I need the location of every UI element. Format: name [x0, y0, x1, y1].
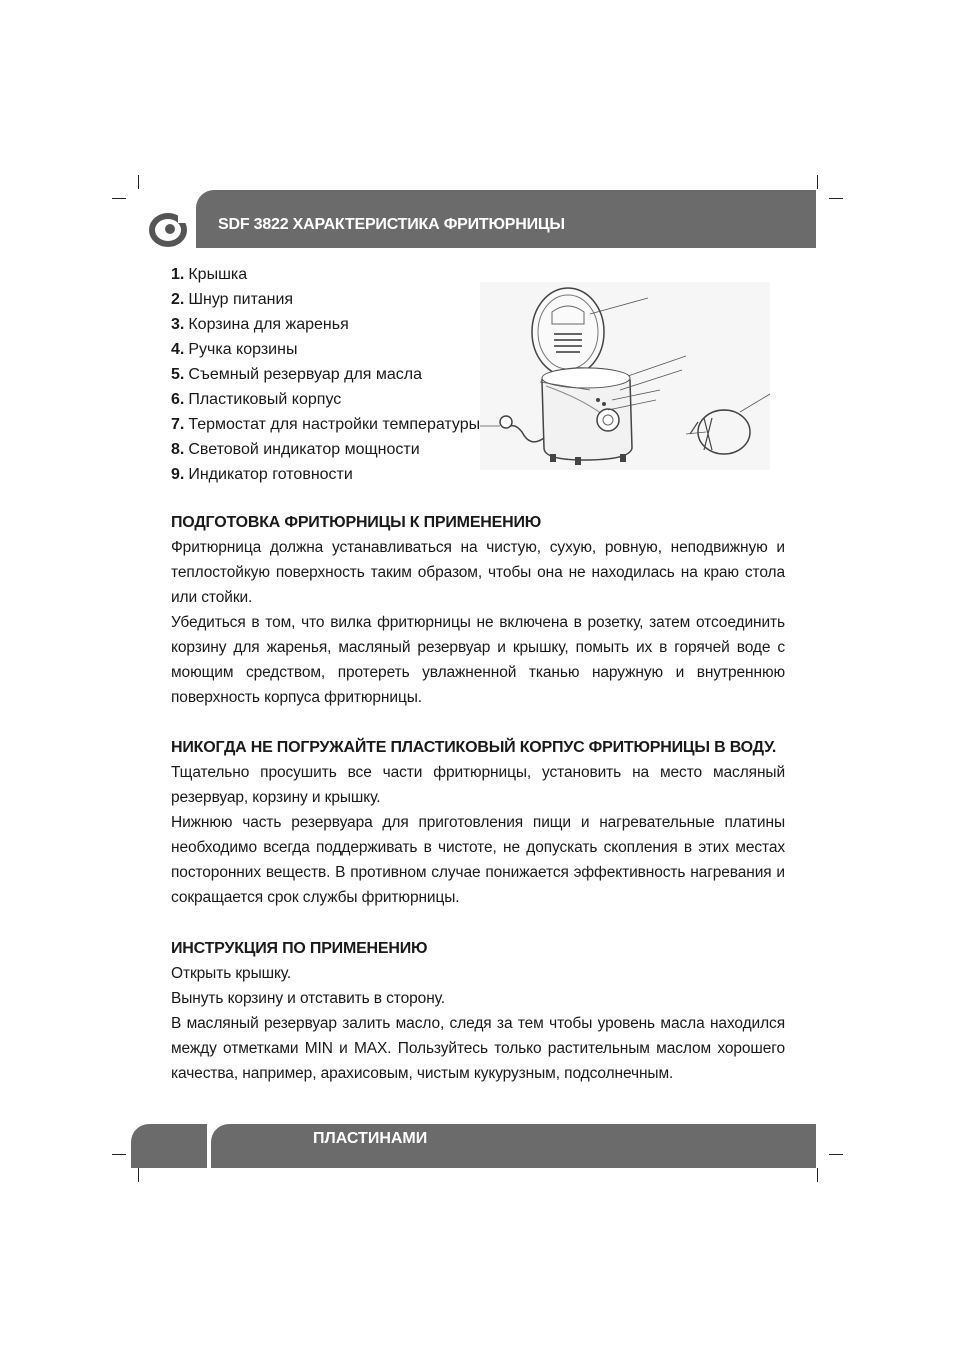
- brand-logo-icon: [148, 212, 188, 248]
- item-label: Индикатор готовности: [188, 466, 353, 483]
- list-item: [171, 437, 480, 462]
- crop-mark: [817, 1168, 818, 1182]
- fryer-diagram-illustration: [480, 282, 770, 470]
- thermostat-knob: [597, 409, 619, 431]
- paragraph: Нижнюю часть резервуара для приготовления пищи и нагревательные платины необходимо всегда поддерживать в чистоте, не допускать скопления в этих местах посторонних веществ. В противном случае понижается эффективность нагревания и сокращается срок службы фритюрницы.: [171, 814, 785, 906]
- footer-bar: [211, 1124, 816, 1168]
- lid-shape: [532, 288, 604, 376]
- item-label: Корзина для жаренья: [188, 316, 349, 333]
- page-title: SDF 3822 ХАРАКТЕРИСТИКА ФРИТЮРНИЦЫ: [218, 216, 565, 233]
- item-number: 8.: [171, 441, 185, 458]
- crop-mark: [138, 175, 139, 189]
- list-item: [171, 412, 480, 437]
- list-item: [171, 462, 480, 487]
- item-label: Крышка: [188, 266, 248, 283]
- section-heading: ПОДГОТОВКА ФРИТЮРНИЦЫ К ПРИМЕНЕНИЮ: [171, 514, 542, 531]
- section-preparation: [171, 510, 785, 710]
- item-number: 3.: [171, 316, 185, 333]
- item-label: Пластиковый корпус: [188, 391, 342, 408]
- item-label: Термостат для настройки температуры: [188, 416, 481, 433]
- paragraph: Вынуть корзину и отставить в сторону.: [171, 990, 445, 1007]
- crop-mark: [138, 1168, 139, 1182]
- crop-mark: [829, 1154, 843, 1155]
- crop-mark: [817, 175, 818, 189]
- paragraph: Открыть крышку.: [171, 965, 292, 982]
- paragraph: Фритюрница должна устанавливаться на чистую, сухую, ровную, неподвижную и теплостойкую поверхность таким образом, чтобы она не находилась на краю стола или стойки.: [171, 539, 785, 606]
- section-heading: НИКОГДА НЕ ПОГРУЖАЙТЕ ПЛАСТИКОВЫЙ КОРПУС ФРИТЮРНИЦЫ В ВОДУ.: [171, 739, 777, 756]
- crop-mark: [112, 1154, 126, 1155]
- crop-mark: [112, 198, 126, 199]
- paragraph: Тщательно просушить все части фритюрницы, установить на место масляный резервуар, корзину и крышку.: [171, 764, 785, 806]
- list-item: [171, 387, 480, 412]
- footer-text: ПЛАСТИНАМИ: [313, 1130, 428, 1147]
- parts-list: [171, 262, 480, 487]
- section-heading: ИНСТРУКЦИЯ ПО ПРИМЕНЕНИЮ: [171, 940, 428, 957]
- item-label: Съемный резервуар для масла: [188, 366, 423, 383]
- footer-page-tab: [131, 1124, 207, 1168]
- item-number: 6.: [171, 391, 185, 408]
- item-number: 5.: [171, 366, 185, 383]
- item-number: 9.: [171, 466, 185, 483]
- list-item: [171, 287, 480, 312]
- header-bar: [196, 190, 816, 248]
- list-item: [171, 262, 480, 287]
- section-instructions: [171, 936, 785, 1086]
- item-label: Световой индикатор мощности: [188, 441, 420, 458]
- item-number: 4.: [171, 341, 185, 358]
- section-warning: [171, 735, 785, 910]
- crop-mark: [829, 198, 843, 199]
- item-number: 7.: [171, 416, 185, 433]
- item-number: 1.: [171, 266, 185, 283]
- item-label: Ручка корзины: [188, 341, 298, 358]
- list-item: [171, 362, 480, 387]
- list-item: [171, 312, 480, 337]
- paragraph: В масляный резервуар залить масло, следя за тем чтобы уровень масла находился между отметками MIN и MAX. Пользуйтесь только растительным маслом хорошего качества, например, арахисовым, чистым кукурузным, подсолнечным.: [171, 1015, 785, 1082]
- list-item: [171, 337, 480, 362]
- item-label: Шнур питания: [188, 291, 294, 308]
- paragraph: Убедиться в том, что вилка фритюрницы не включена в розетку, затем отсоединить корзину для жаренья, масляный резервуар и крышку, помыть их в горячей воде с моющим средством, протереть увлажненной тканью наружную и внутреннюю поверхность корпуса фритюрницы.: [171, 614, 785, 706]
- item-number: 2.: [171, 291, 185, 308]
